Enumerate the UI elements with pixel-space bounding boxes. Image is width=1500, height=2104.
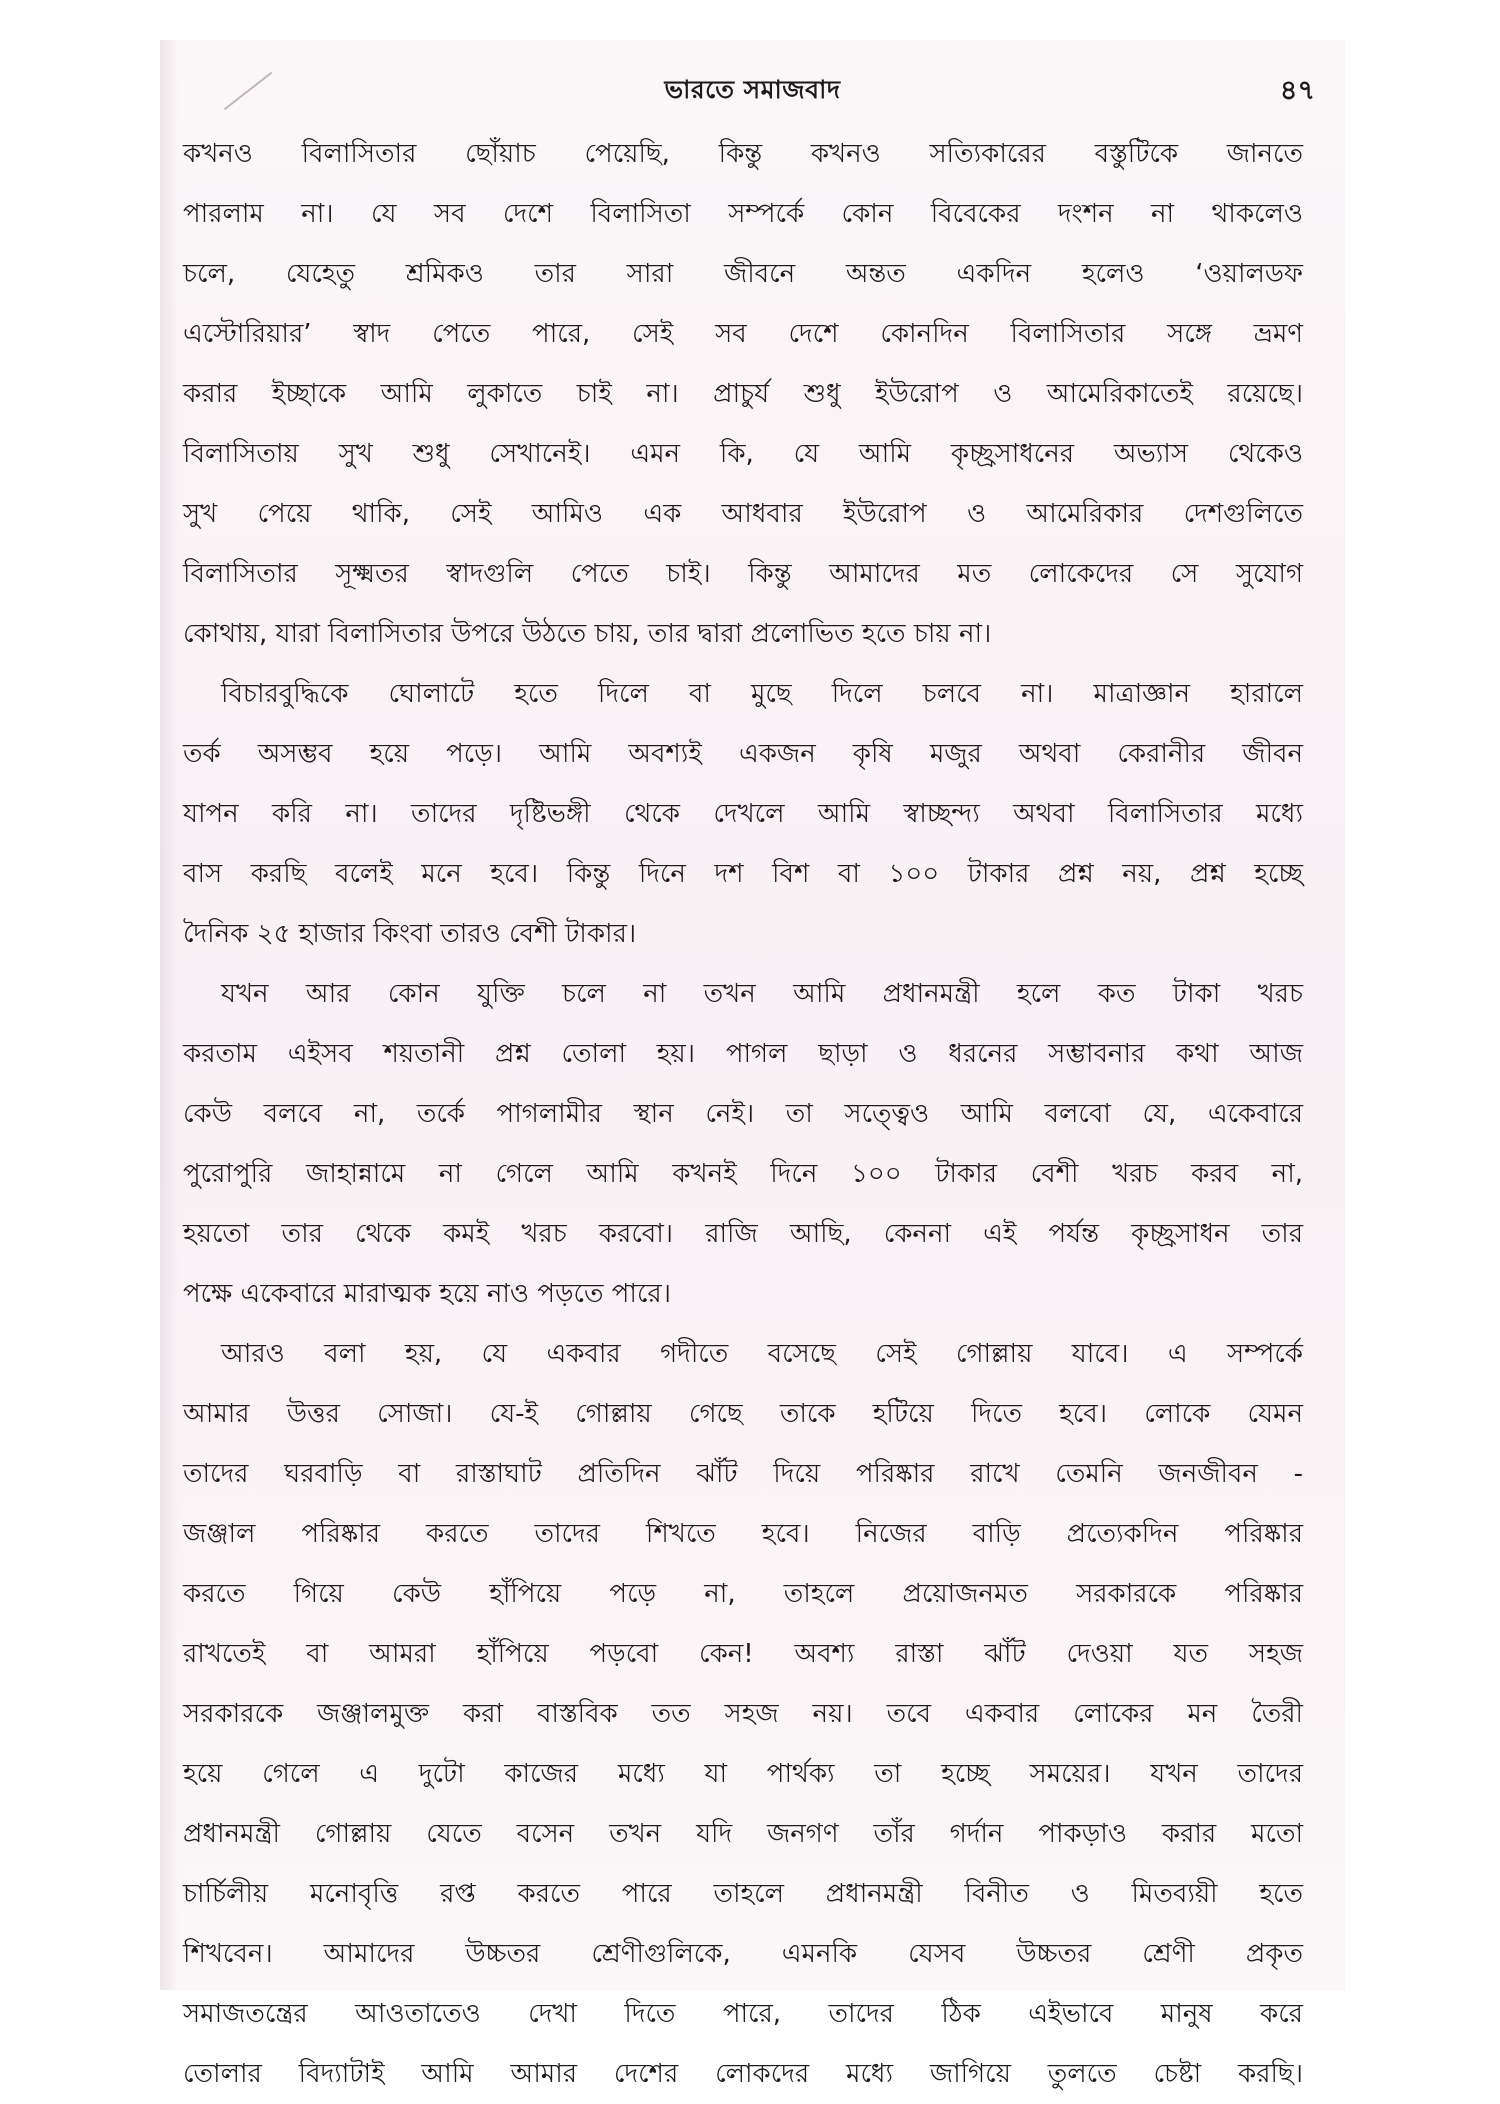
text-line: তাদের ঘরবাড়ি বা রাস্তাঘাট প্রতিদিন ঝাঁট দিয়ে পরিষ্কার রাখে তেমনি জনজীবন - <box>183 1459 1303 1489</box>
text-line: বিলাসিতার সূক্ষ্মতর স্বাদগুলি পেতে চাই। কিন্তু আমাদের মত লোকেদের সে সুযোগ <box>183 559 1303 589</box>
text-line: হয়ে গেলে এ দুটো কাজের মধ্যে যা পার্থক্য তা হচ্ছে সময়ের। যখন তাদের <box>183 1759 1303 1789</box>
text-line: হয়তো তার থেকে কমই খরচ করবো। রাজি আছি, কেননা এই পর্যন্ত কৃচ্ছ্রসাধন তার <box>183 1219 1303 1249</box>
page-header <box>160 70 1345 110</box>
running-title: ভারতে সমাজবাদ <box>664 75 841 104</box>
text-line: করার ইচ্ছাকে আমি লুকাতে চাই না। প্রাচুর্য শুধু ইউরোপ ও আমেরিকাতেই রয়েছে। <box>183 379 1303 409</box>
page-number: ৪৭ <box>1279 75 1315 106</box>
text-line: বিলাসিতায় সুখ শুধু সেখানেই। এমন কি, যে আমি কৃচ্ছ্রসাধনের অভ্যাস থেকেও <box>183 439 1303 469</box>
text-line: জঞ্জাল পরিষ্কার করতে তাদের শিখতে হবে। নিজের বাড়ি প্রত্যেকদিন পরিষ্কার <box>183 1519 1303 1549</box>
paragraph-4 <box>183 1324 1303 2104</box>
text-line: চলে, যেহেতু শ্রমিকও তার সারা জীবনে অন্তত একদিন হলেও ‘ওয়ালডফ <box>183 259 1303 289</box>
paragraph-2 <box>183 664 1303 964</box>
book-page <box>160 40 1345 2089</box>
text-line: করতাম এইসব শয়তানী প্রশ্ন তোলা হয়। পাগল ছাড়া ও ধরনের সম্ভাবনার কথা আজ <box>183 1039 1303 1069</box>
text-line: পুরোপুরি জাহান্নামে না গেলে আমি কখনই দিনে ১০০ টাকার বেশী খরচ করব না, <box>183 1159 1303 1189</box>
paragraph-3 <box>183 964 1303 1324</box>
text-line: বাস করছি বলেই মনে হবে। কিন্তু দিনে দশ বিশ বা ১০০ টাকার প্রশ্ন নয়, প্রশ্ন হচ্ছে <box>183 859 1303 889</box>
text-line: তোলার বিদ্যাটাই আমি আমার দেশের লোকদের মধ্যে জাগিয়ে তুলতে চেষ্টা করছি। <box>183 2059 1303 2089</box>
text-line: আমার উত্তর সোজা। যে-ই গোল্লায় গেছে তাকে হটিয়ে দিতে হবে। লোকে যেমন <box>183 1399 1303 1429</box>
text-line: পক্ষে একেবারে মারাত্মক হয়ে নাও পড়তে পারে। <box>183 1279 672 1309</box>
text-line: আরও বলা হয়, যে একবার গদীতে বসেছে সেই গোল্লায় যাবে। এ সম্পর্কে <box>221 1339 1303 1369</box>
text-line: তর্ক অসম্ভব হয়ে পড়ে। আমি অবশ্যই একজন কৃষি মজুর অথবা কেরানীর জীবন <box>183 739 1303 769</box>
text-line: বিচারবুদ্ধিকে ঘোলাটে হতে দিলে বা মুছে দিলে চলবে না। মাত্রাজ্ঞান হারালে <box>221 679 1303 709</box>
text-line: পারলাম না। যে সব দেশে বিলাসিতা সম্পর্কে কোন বিবেকের দংশন না থাকলেও <box>183 199 1303 229</box>
text-line: যখন আর কোন যুক্তি চলে না তখন আমি প্রধানমন্ত্রী হলে কত টাকা খরচ <box>221 979 1303 1009</box>
body-text <box>183 124 1303 2104</box>
text-line: দৈনিক ২৫ হাজার কিংবা তারও বেশী টাকার। <box>183 919 637 949</box>
text-line: সুখ পেয়ে থাকি, সেই আমিও এক আধবার ইউরোপ ও আমেরিকার দেশগুলিতে <box>183 499 1303 529</box>
text-line: শিখবেন। আমাদের উচ্চতর শ্রেণীগুলিকে, এমনকি যেসব উচ্চতর শ্রেণী প্রকৃত <box>183 1939 1303 1969</box>
text-line: কখনও বিলাসিতার ছোঁয়াচ পেয়েছি, কিন্তু কখনও সত্যিকারের বস্তুটিকে জানতে <box>183 139 1303 169</box>
text-line: কোথায়, যারা বিলাসিতার উপরে উঠতে চায়, তার দ্বারা প্রলোভিত হতে চায় না। <box>183 619 992 649</box>
paragraph-1 <box>183 124 1303 664</box>
text-line: চার্চিলীয় মনোবৃত্তি রপ্ত করতে পারে তাহলে প্রধানমন্ত্রী বিনীত ও মিতব্যয়ী হতে <box>183 1879 1303 1909</box>
text-line: যাপন করি না। তাদের দৃষ্টিভঙ্গী থেকে দেখলে আমি স্বাচ্ছন্দ্য অথবা বিলাসিতার মধ্যে <box>183 799 1303 829</box>
text-line: করতে গিয়ে কেউ হাঁপিয়ে পড়ে না, তাহলে প্রয়োজনমত সরকারকে পরিষ্কার <box>183 1579 1303 1609</box>
text-line: সমাজতন্ত্রের আওতাতেও দেখা দিতে পারে, তাদের ঠিক এইভাবে মানুষ করে <box>183 1999 1303 2029</box>
text-line: এস্টোরিয়ার’ স্বাদ পেতে পারে, সেই সব দেশে কোনদিন বিলাসিতার সঙ্গে ভ্রমণ <box>183 319 1303 349</box>
text-line: কেউ বলবে না, তর্কে পাগলামীর স্থান নেই। তা সত্ত্বেও আমি বলবো যে, একেবারে <box>183 1099 1303 1129</box>
text-line: প্রধানমন্ত্রী গোল্লায় যেতে বসেন তখন যদি জনগণ তাঁর গর্দান পাকড়াও করার মতো <box>183 1819 1303 1849</box>
text-line: রাখতেই বা আমরা হাঁপিয়ে পড়বো কেন! অবশ্য রাস্তা ঝাঁট দেওয়া যত সহজ <box>183 1639 1303 1669</box>
text-line: সরকারকে জঞ্জালমুক্ত করা বাস্তবিক তত সহজ নয়। তবে একবার লোকের মন তৈরী <box>183 1699 1303 1729</box>
